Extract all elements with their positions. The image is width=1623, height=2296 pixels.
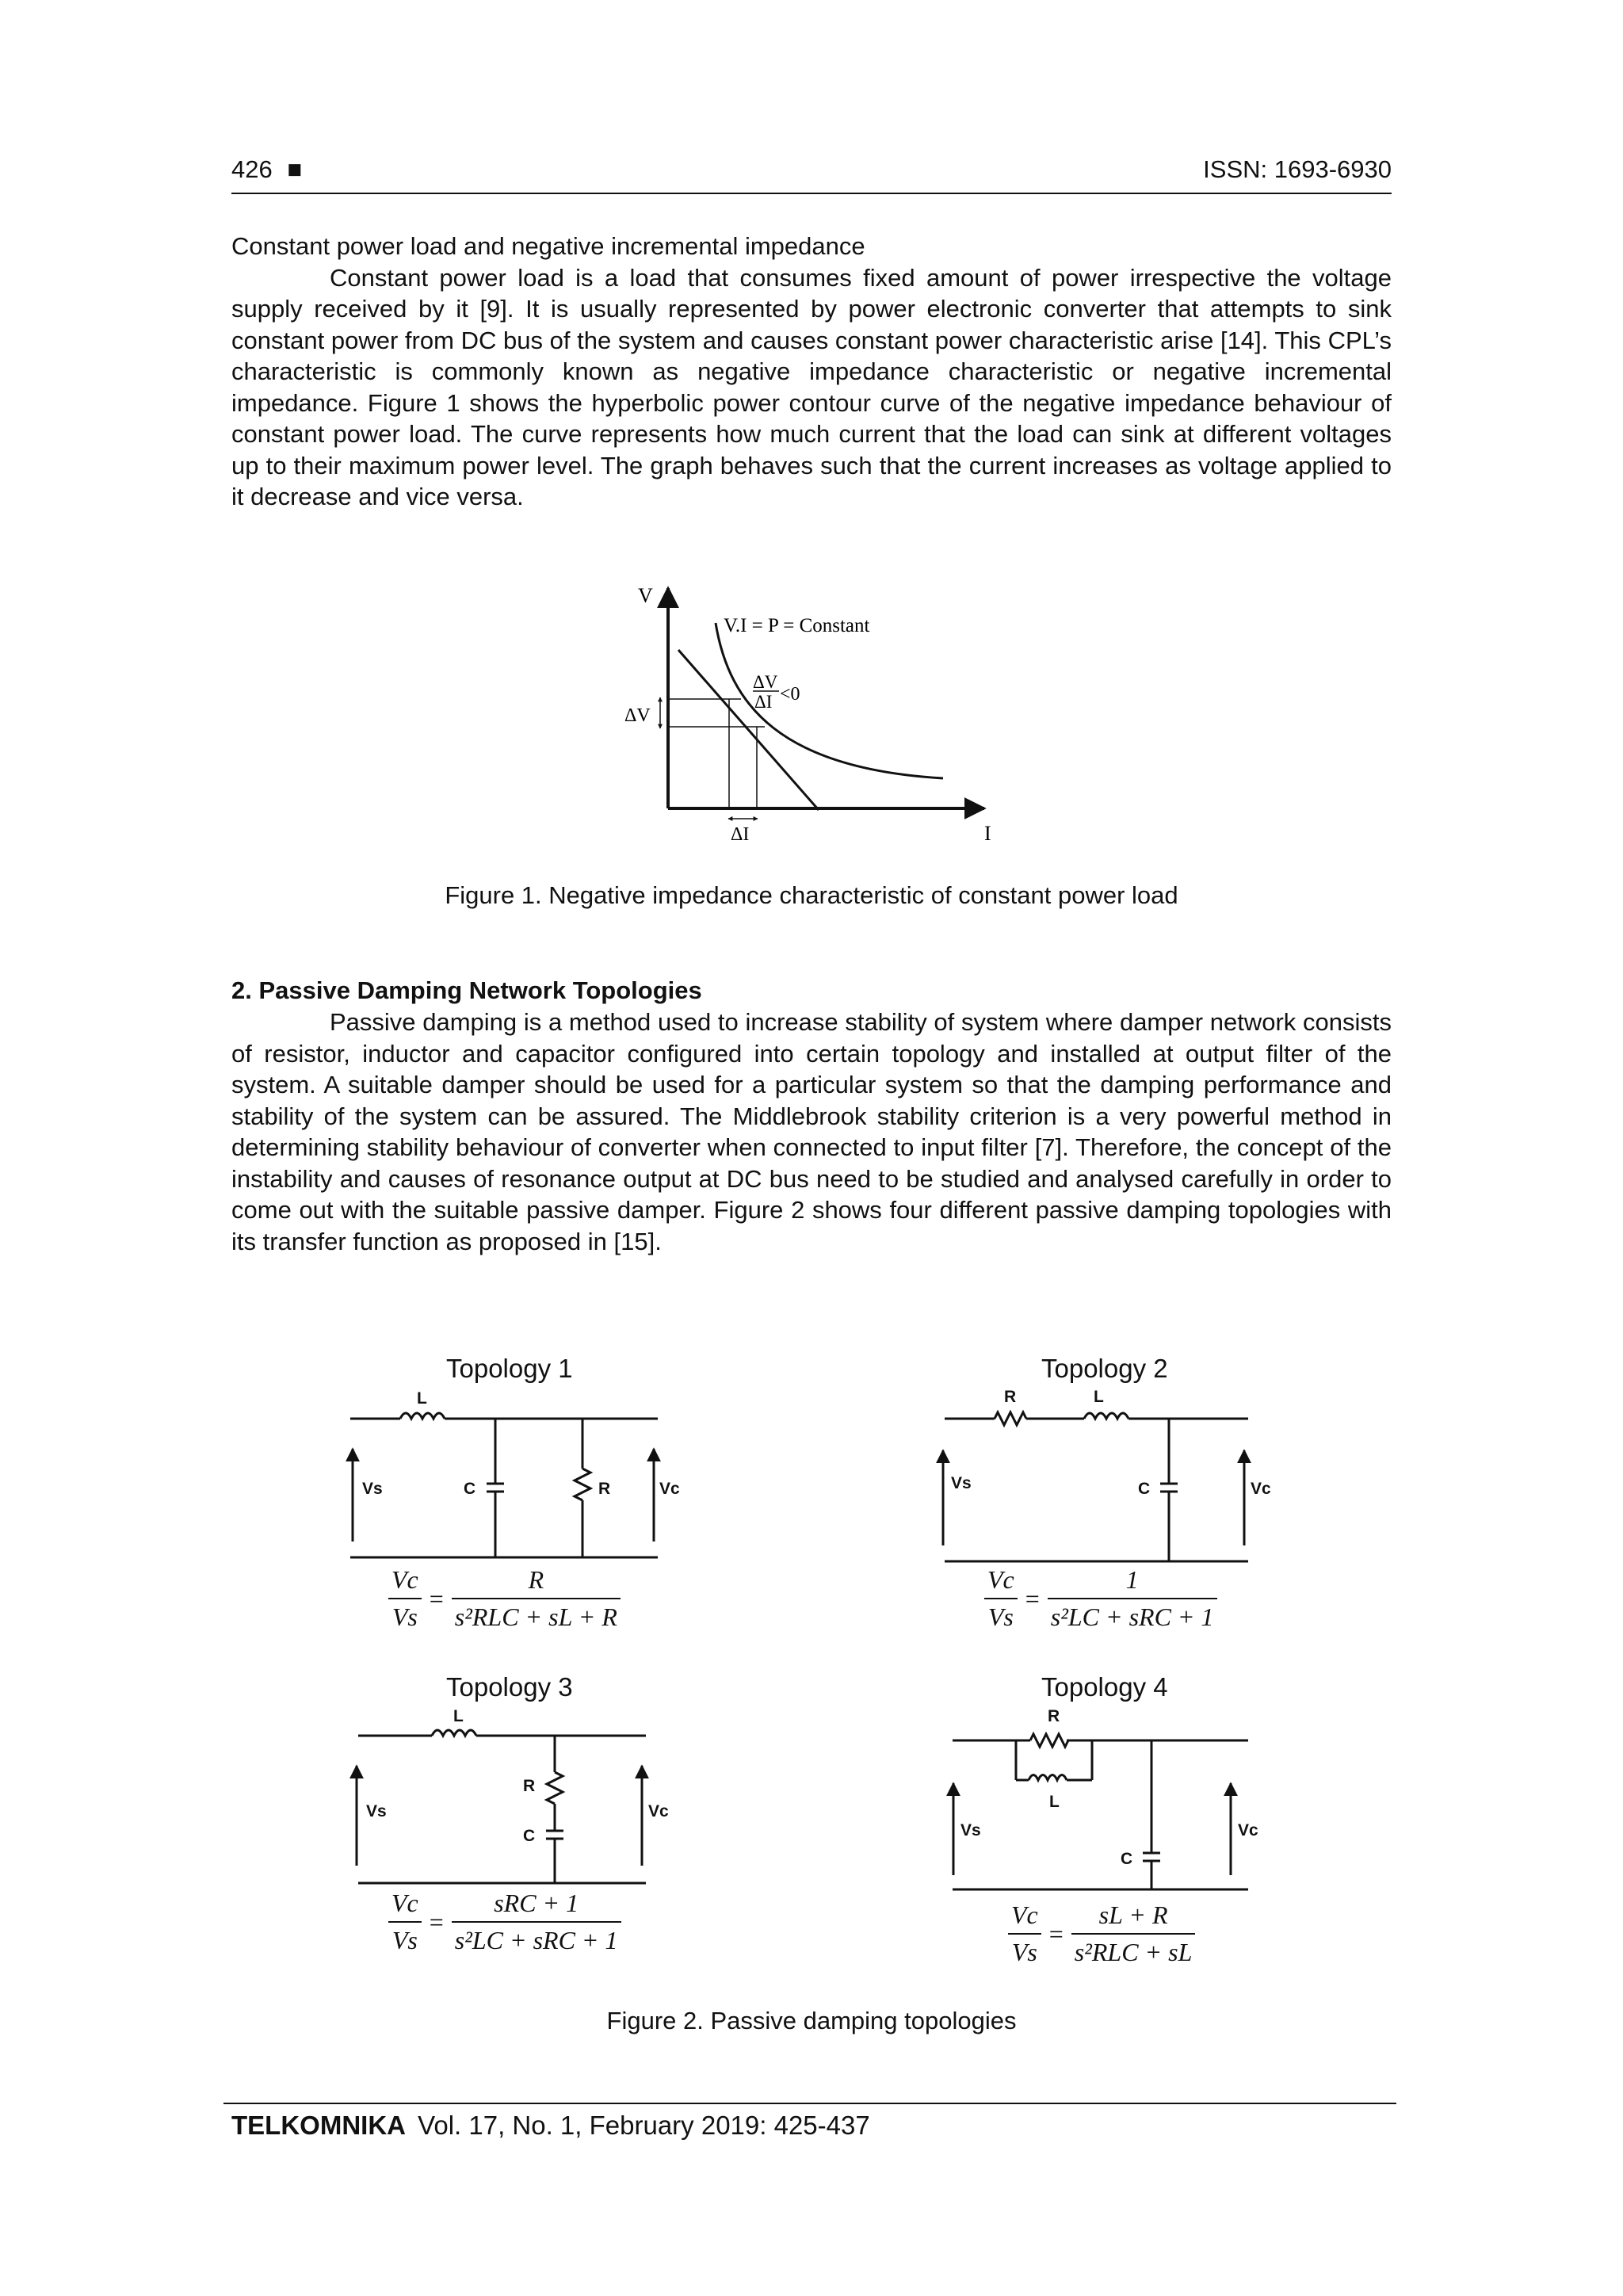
label-Vc: Vc bbox=[1238, 1821, 1258, 1839]
topology1-circuit bbox=[333, 1383, 697, 1565]
resistor bbox=[1030, 1734, 1068, 1747]
issn: ISSN: 1693-6930 bbox=[1203, 155, 1392, 183]
topology4-equation: $\frac{Vc}{Vs}$ = $\frac{sL + R}{\text{s²RLC + sL}}$ bbox=[1008, 1901, 1195, 1967]
inductor bbox=[1084, 1413, 1128, 1419]
label-L: L bbox=[1094, 1388, 1104, 1406]
topology4-title: Topology 4 bbox=[1041, 1672, 1168, 1702]
header-marker: ■ bbox=[287, 155, 303, 183]
eq3-den: s²LC + sRC + 1 bbox=[454, 1926, 618, 1954]
inductor bbox=[400, 1413, 445, 1419]
topology1-equation: $\frac{Vc}{Vs}$ = $\frac{R}{\text{s²RLC + sL + R}}$ bbox=[388, 1565, 621, 1632]
label-R: R bbox=[598, 1480, 611, 1498]
label-C: C bbox=[464, 1480, 476, 1498]
topology3-title: Topology 3 bbox=[446, 1672, 573, 1702]
label-L: L bbox=[453, 1707, 464, 1725]
label-Vs: Vs bbox=[366, 1802, 387, 1820]
section1-paragraph: Constant power load is a load that consumes fixed amount of power irrespective the voltage supply received by it [9]. It is usually represented by power electronic converter that attempts to sink constant power from DC bus of the system and causes constant power characteristic arise [14]. This CPL’s characteristic is commonly known as negative impedance characteristic or negative incremental impedance. Figure 1 shows the hyperbolic power contour curve of the negative impedance behaviour of constant power load. The curve represents how much current that the load can sink at different voltages up to their maximum power level. The graph behaves such that the current increases as voltage applied to it decrease and vice versa. bbox=[231, 263, 1392, 510]
label-Vs: Vs bbox=[362, 1480, 383, 1498]
label-R: R bbox=[1004, 1388, 1017, 1406]
topology2-title: Topology 2 bbox=[1041, 1354, 1168, 1383]
eq2-den: s²LC + sRC + 1 bbox=[1050, 1603, 1214, 1631]
footer bbox=[231, 2111, 870, 2141]
eq3-num: sRC + 1 bbox=[452, 1889, 621, 1923]
section1-heading: Constant power load and negative incremental impedance bbox=[231, 232, 865, 260]
section2-paragraph: Passive damping is a method used to increase stability of system where damper network consists of resistor, inductor and capacitor configured into certain topology and installed at output filter of the system. A suitable damper should be used for a particular system so that the damping performance and stability of the system can be assured. The Middlebrook stability criterion is a very powerful method in determining stability behaviour of converter when connected to input filter [7]. Therefore, the concept of the instability and causes of resonance output at DC bus need to be studied and analysed carefully in order to come out with the suitable passive damper. Figure 2 shows four different passive damping topologies with its transfer function as proposed in [15]. bbox=[231, 1008, 1392, 1255]
label-C: C bbox=[1121, 1850, 1133, 1868]
axis-v-label: V bbox=[638, 584, 653, 607]
resistor bbox=[575, 1469, 590, 1500]
footer-citation: Vol. 17, No. 1, February 2019: 425-437 bbox=[418, 2111, 870, 2140]
ratio-rel: <0 bbox=[780, 684, 800, 705]
label-Vc: Vc bbox=[648, 1802, 669, 1820]
delta-v-label: ΔV bbox=[624, 705, 651, 726]
eq1-num: R bbox=[452, 1565, 621, 1599]
eq4-den: s²RLC + sL bbox=[1074, 1938, 1193, 1966]
topology1-title: Topology 1 bbox=[446, 1354, 573, 1383]
resistor bbox=[995, 1412, 1026, 1425]
inductor bbox=[1029, 1775, 1067, 1781]
label-Vs: Vs bbox=[951, 1474, 972, 1492]
label-Vc: Vc bbox=[659, 1480, 680, 1498]
topology2-equation: $\frac{Vc}{Vs}$ = $\frac{1}{\text{s²LC + sRC + 1}}$ bbox=[984, 1565, 1217, 1632]
section2-heading: 2. Passive Damping Network Topologies bbox=[231, 976, 702, 1004]
ratio-num: ΔV bbox=[753, 672, 778, 692]
label-R: R bbox=[1048, 1707, 1060, 1725]
eq2-num: 1 bbox=[1048, 1565, 1217, 1599]
eq1-den: s²RLC + sL + R bbox=[454, 1603, 617, 1631]
inductor bbox=[432, 1730, 476, 1736]
header-rule bbox=[231, 193, 1392, 194]
section2 bbox=[231, 1007, 1392, 1257]
label-C: C bbox=[1138, 1480, 1151, 1498]
figure1-graph bbox=[610, 579, 1006, 856]
axis-i-label: I bbox=[984, 822, 991, 845]
label-Vc: Vc bbox=[1251, 1480, 1271, 1498]
label-Vs: Vs bbox=[960, 1821, 981, 1839]
label-C: C bbox=[523, 1827, 536, 1845]
figure1-caption: Figure 1. Negative impedance characteristic of constant power load bbox=[445, 881, 1178, 909]
label-R: R bbox=[523, 1777, 536, 1795]
topology3-equation: $\frac{Vc}{Vs}$ = $\frac{\text{sRC + 1}}{\text{s²LC + sRC + 1}}$ bbox=[388, 1889, 621, 1955]
ratio-den: ΔI bbox=[754, 692, 773, 712]
section1 bbox=[231, 231, 1392, 513]
topology3-circuit bbox=[333, 1702, 697, 1893]
footer-journal: TELKOMNIKA bbox=[231, 2111, 406, 2140]
curve-label: V.I = P = Constant bbox=[724, 615, 870, 636]
label-L: L bbox=[1049, 1793, 1060, 1811]
tangent-line bbox=[678, 650, 819, 810]
page-number: 426 ■ bbox=[231, 155, 303, 183]
topology2-circuit bbox=[927, 1383, 1292, 1565]
topology4-circuit bbox=[927, 1702, 1292, 1893]
label-L: L bbox=[417, 1389, 427, 1408]
resistor bbox=[547, 1772, 563, 1804]
power-contour-curve bbox=[716, 623, 943, 778]
eq4-num: sL + R bbox=[1071, 1901, 1196, 1935]
figure2-caption: Figure 2. Passive damping topologies bbox=[606, 2007, 1017, 2034]
footer-rule bbox=[223, 2103, 1396, 2104]
delta-i-label: ΔI bbox=[731, 824, 750, 845]
